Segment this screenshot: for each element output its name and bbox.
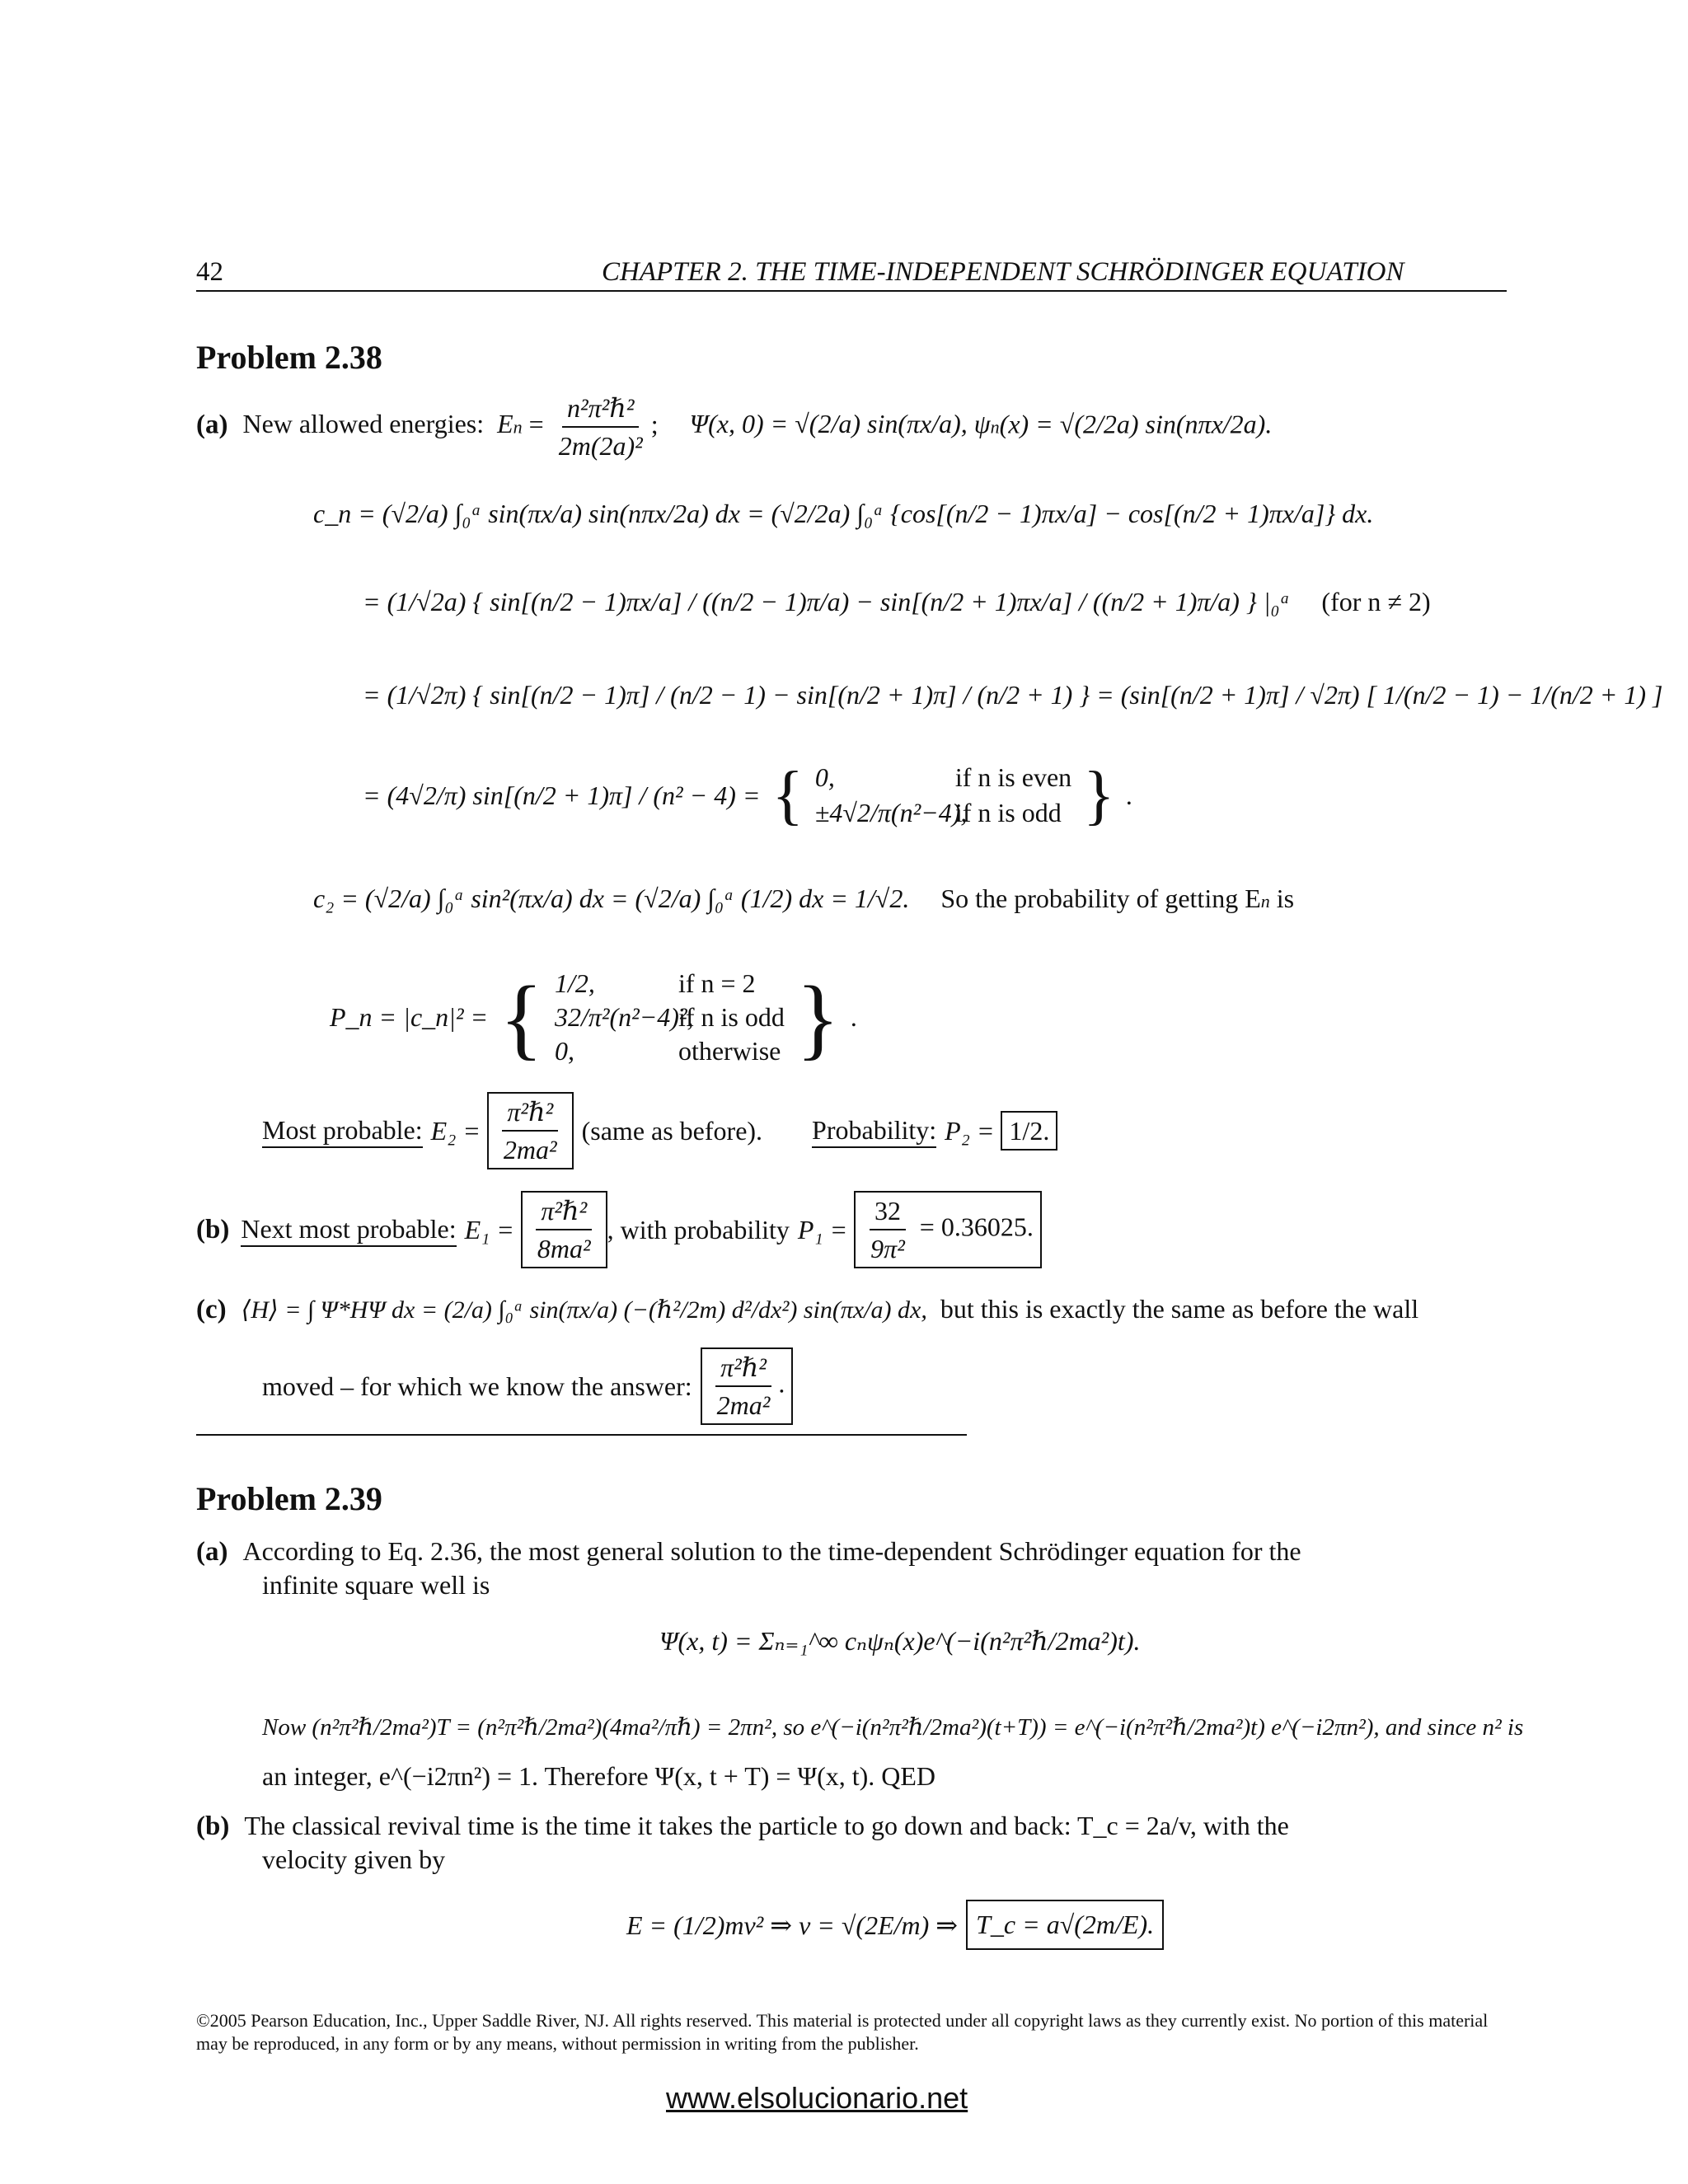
next-probable-pden: 9π² xyxy=(870,1234,905,1263)
next-probable-num: π²ℏ² xyxy=(536,1194,592,1230)
cn-line-2 xyxy=(363,587,1431,617)
p238-c-line-1 xyxy=(196,1292,1418,1327)
most-probable-line xyxy=(262,1092,1057,1169)
En-symbol: E xyxy=(497,409,513,439)
next-probable-pval: = 0.36025. xyxy=(919,1212,1034,1242)
p239-b-label: (b) xyxy=(196,1811,230,1841)
En-fraction xyxy=(554,391,648,462)
p239-b-text-1: The classical revival time is the time it takes the particle to go down and back: T_c = 2a/v, with the xyxy=(244,1811,1289,1840)
p238-c-line-2-text: moved – for which we know the answer: xyxy=(262,1371,692,1401)
probability-answer-box: 1/2. xyxy=(1001,1111,1057,1151)
problem-2-38-title: Problem 2.38 xyxy=(196,339,382,376)
now-line: Now (n²π²ℏ/2ma²)T = (n²π²ℏ/2ma²)(4ma²/πℏ) = 2πn², so e^(−i(n²π²ℏ/2ma²)(t+T)) = e^(−i(n²π²ℏ/2ma²)t) e^(−i2πn²), and since n² is xyxy=(262,1714,1524,1741)
cn-line-1: c_n = (√2/a) ∫₀ᵃ sin(πx/a) sin(nπx/2a) dx = (√2/2a) ∫₀ᵃ {cos[(n/2 − 1)πx/a] − cos[(n/2 + 1)πx/a]} dx. xyxy=(313,499,1374,528)
probability-lhs: P₂ = xyxy=(945,1116,995,1146)
next-probable-prob-box xyxy=(854,1191,1042,1268)
problem-2-39-title: Problem 2.39 xyxy=(196,1480,382,1517)
p238-c-math: ⟨H⟩ = ∫ Ψ*HΨ dx = (2/a) ∫₀ᵃ sin(πx/a) (−(ℏ²/2m) d²/dx²) sin(πx/a) dx, xyxy=(241,1296,927,1324)
p238-c-line-2 xyxy=(262,1347,793,1425)
En-denominator: 2m(2a)² xyxy=(558,431,643,461)
next-probable-label: Next most probable: xyxy=(241,1212,456,1247)
En-numerator: n²π²ℏ² xyxy=(562,391,639,428)
most-probable-label: Most probable: xyxy=(262,1113,423,1148)
cn-line-4: = (4√2/π) sin[(n/2 + 1)π] / (n² − 4) = { 0, if n is even ±4√2/π(n²−4),if n is odd } . xyxy=(363,759,1133,832)
revival-time-answer-box: T_c = a√(2m/E). xyxy=(966,1900,1164,1950)
velocity-equation-line xyxy=(626,1900,1164,1950)
p238-b-line xyxy=(196,1191,1042,1268)
cn-case-0-value: 0, xyxy=(814,762,835,792)
copyright-notice: ©2005 Pearson Education, Inc., Upper Saddle River, NJ. All rights reserved. This material is protected under all copyright laws as they currently exist. No portion of this material may be reproduced, in any form or by any means, without permission in writing from the publisher. xyxy=(196,2010,1489,2054)
c2-followup: So the probability of getting E xyxy=(940,883,1261,913)
probability-label: Probability: xyxy=(812,1113,936,1148)
Pn-line: P_n = |c_n|² = { 1/2, if n = 2 32/π²(n²−4)²,if n is odd 0, otherwise } . xyxy=(330,967,858,1068)
cn-cases xyxy=(815,762,1071,828)
c2-followup-tail: is xyxy=(1276,883,1295,913)
p239-a-block xyxy=(196,1535,1515,1601)
p238-c-text: but this is exactly the same as before the wall xyxy=(940,1294,1419,1324)
p239-a-label: (a) xyxy=(196,1537,228,1567)
p239-a-text-2: infinite square well is xyxy=(262,1570,490,1600)
p238-c-answer-den: 2ma² xyxy=(716,1390,771,1420)
p238-c-label: (c) xyxy=(196,1295,227,1324)
Pn-case-1-cond: if n is odd xyxy=(678,1002,785,1032)
next-probable-lhs: E₁ = xyxy=(464,1215,514,1244)
most-probable-answer-box xyxy=(487,1092,574,1169)
c2-line: c₂ = (√2/a) ∫₀ᵃ sin²(πx/a) dx = (√2/a) ∫₀ᵃ (1/2) dx = 1/√2. So the probability of getting En is xyxy=(313,883,1295,913)
header-rule xyxy=(196,290,1507,292)
integer-line: an integer, e^(−i2πn²) = 1. Therefore Ψ(x, t + T) = Ψ(x, t). QED xyxy=(262,1761,936,1791)
Pn-case-0-cond: if n = 2 xyxy=(678,968,756,998)
cn-line-2-expr: = (1/√2a) { sin[(n/2 − 1)πx/a] / ((n/2 − 1)π/a) − sin[(n/2 + 1)πx/a] / ((n/2 + 1)π/a) } |₀ᵃ xyxy=(363,587,1291,616)
next-probable-mid: , with probability xyxy=(607,1215,790,1244)
most-probable-den: 2ma² xyxy=(503,1135,557,1165)
watermark-link[interactable]: www.elsolucionario.net xyxy=(666,2081,968,2115)
p238-a-line: (a) New allowed energies: En = $\frac{\text{n²π²ℏ²}}{\text{2m(2a)²}}$ ; Ψ(x, 0) = √(2/a) sin(πx/a), ψn(x) = √(2/2a) sin(nπx/2a). xyxy=(196,393,1273,461)
Pn-case-0-value: 1/2, xyxy=(554,968,595,998)
p238-b-label: (b) xyxy=(196,1215,230,1244)
next-probable-answer-box xyxy=(521,1191,607,1268)
p239-b-text-2: velocity given by xyxy=(262,1844,446,1874)
p238-a-intro: New allowed energies: xyxy=(242,409,485,439)
cn-line-4-lhs: = (4√2/π) sin[(n/2 + 1)π] / (n² − 4) = xyxy=(363,780,761,810)
Pn-lhs: P_n = |c_n|² = xyxy=(330,1002,489,1032)
psi-n-expression: (x) = √(2/2a) sin(nπx/2a). xyxy=(999,409,1273,439)
Pn-case-1-value: 32/π²(n²−4)², xyxy=(554,1002,694,1032)
p239-b-block xyxy=(196,1809,1515,1876)
p238-c-answer-num: π²ℏ² xyxy=(715,1351,771,1387)
chapter-title: CHAPTER 2. THE TIME-INDEPENDENT SCHRÖDINGER EQUATION xyxy=(602,257,1404,287)
cn-line-3: = (1/√2π) { sin[(n/2 − 1)π] / (n/2 − 1) − sin[(n/2 + 1)π] / (n/2 + 1) } = (sin[(n/2 + 1)π] / √2π) [ 1/(n/2 − 1) − 1/(n/2 + 1) ] xyxy=(363,680,1663,710)
cn-case-1-value: ±4√2/π(n²−4), xyxy=(814,798,968,827)
Pn-cases xyxy=(555,968,785,1066)
most-probable-num: π²ℏ² xyxy=(502,1095,558,1132)
next-probable-plhs: P₁ = xyxy=(797,1215,848,1244)
cn-case-1-cond: if n is odd xyxy=(954,798,1062,827)
cn-case-0-cond: if n is even xyxy=(954,762,1072,792)
most-probable-lhs: E₂ = xyxy=(430,1116,481,1146)
cn-line-2-note: (for n ≠ 2) xyxy=(1321,587,1431,616)
psi-series-equation: Ψ(x, t) = Σₙ₌₁^∞ cₙψₙ(x)e^(−i(n²π²ℏ/2ma²)t). xyxy=(659,1626,1141,1656)
c2-expression: c₂ = (√2/a) ∫₀ᵃ sin²(πx/a) dx = (√2/a) ∫₀ᵃ (1/2) dx = 1/√2. xyxy=(313,883,910,913)
Pn-case-2-cond: otherwise xyxy=(678,1036,781,1066)
psi0-expression: Ψ(x, 0) = √(2/a) sin(πx/a), ψ xyxy=(689,409,991,439)
section-divider xyxy=(196,1434,967,1436)
next-probable-den: 8ma² xyxy=(537,1234,591,1263)
p239-a-text-1: According to Eq. 2.36, the most general solution to the time-dependent Schrödinger equation for the xyxy=(242,1536,1301,1566)
page-number: 42 xyxy=(196,257,223,287)
Pn-case-2-value: 0, xyxy=(554,1036,574,1066)
p238-c-answer-box: $\frac{\text{π²ℏ²}}{\text{2ma²}}$ . xyxy=(701,1347,794,1425)
next-probable-pnum: 32 xyxy=(870,1194,906,1230)
p238-a-label: (a) xyxy=(196,410,228,440)
velocity-equation: E = (1/2)mv² ⇒ v = √(2E/m) ⇒ xyxy=(626,1910,959,1940)
most-probable-note: (same as before). xyxy=(581,1116,763,1146)
